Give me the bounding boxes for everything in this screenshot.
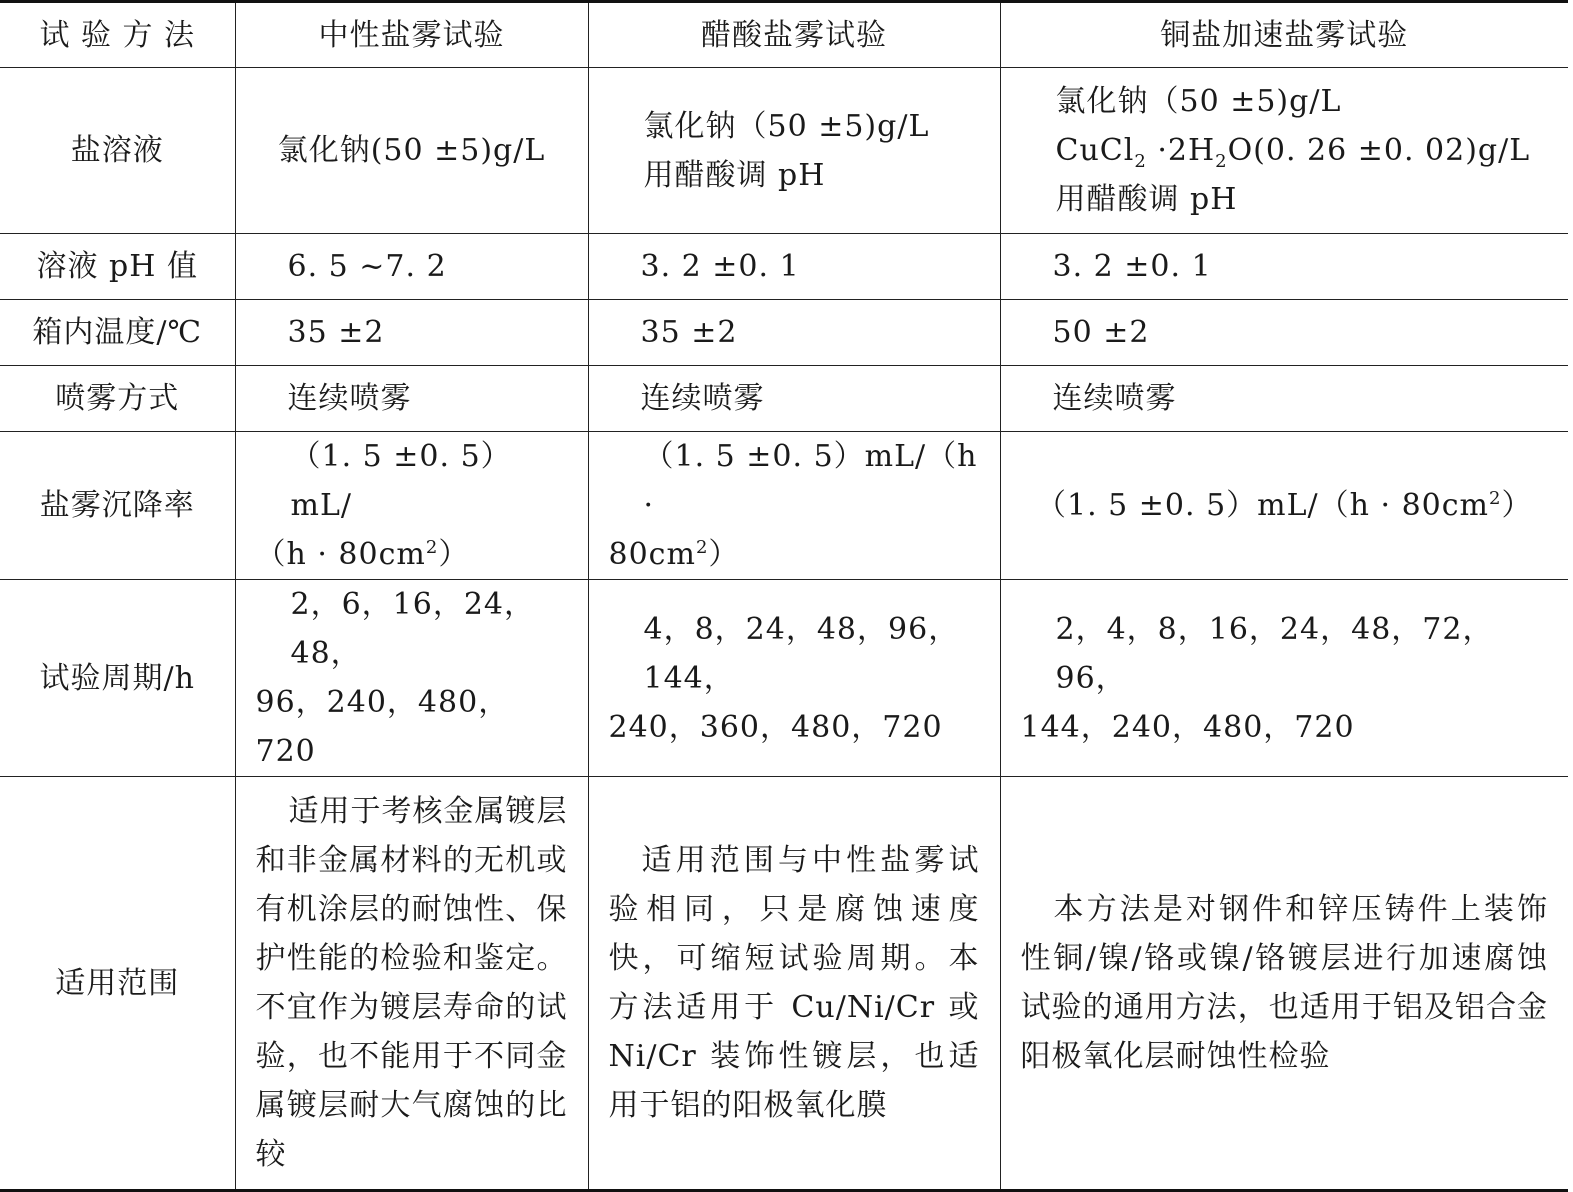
cell-acetic-period bbox=[588, 580, 1000, 777]
cell-neutral-temperature: 35 ±2 bbox=[235, 300, 588, 366]
acetic-rate-superscript: 2 bbox=[695, 537, 709, 558]
cell-neutral-settling-rate bbox=[235, 432, 588, 580]
cell-copper-scope bbox=[1000, 777, 1568, 1191]
cell-acetic-salt-solution bbox=[588, 68, 1000, 234]
neutral-rate-text: （h · 80cm bbox=[255, 537, 426, 572]
copper-period-line2: 144，240，480，720 bbox=[1020, 709, 1355, 745]
cell-acetic-scope bbox=[588, 777, 1000, 1191]
row-label-test-period: 试验周期/h bbox=[0, 580, 235, 777]
table-row-spray-mode bbox=[0, 366, 1568, 432]
copper-rate-superscript: 2 bbox=[1489, 488, 1502, 509]
neutral-period-line1: 2，6，16，24，48， bbox=[290, 587, 536, 671]
cell-acetic-settling-rate bbox=[588, 432, 1000, 580]
header-acetic-salt-spray: 醋酸盐雾试验 bbox=[588, 2, 1000, 68]
header-neutral-salt-spray: 中性盐雾试验 bbox=[235, 2, 588, 68]
copper-solution-line3: 用醋酸调 pH bbox=[1055, 182, 1238, 217]
neutral-rate-line1: （1. 5 ±0. 5）mL/ bbox=[290, 439, 512, 523]
cell-neutral-salt-solution: 氯化钠(50 ±5)g/L bbox=[235, 68, 588, 234]
row-label-temperature: 箱内温度/℃ bbox=[0, 300, 235, 366]
neutral-rate-close: ） bbox=[438, 537, 470, 572]
table-row-salt-solution bbox=[0, 68, 1568, 234]
cell-neutral-ph: 6. 5 ~7. 2 bbox=[235, 234, 588, 300]
copper-h2o-subscript: 2 bbox=[1215, 151, 1228, 172]
neutral-rate-superscript: 2 bbox=[425, 537, 439, 558]
acetic-rate-text: 80cm bbox=[608, 537, 696, 572]
table-row-ph bbox=[0, 234, 1568, 300]
table-row-settling-rate bbox=[0, 432, 1568, 580]
acetic-rate-close: ） bbox=[708, 537, 740, 572]
cell-acetic-ph: 3. 2 ±0. 1 bbox=[588, 234, 1000, 300]
acetic-period-line2: 240，360，480，720 bbox=[608, 709, 943, 745]
copper-scope-text: 本方法是对钢件和锌压铸件上装饰性铜/镍/铬或镍/铬镀层进行加速腐蚀试验的通用方法，也适用于铝及铝合金阳极氧化层耐蚀性检验 bbox=[1020, 892, 1548, 1074]
acetic-period-line1: 4，8，24，48，96，144， bbox=[643, 611, 960, 696]
cell-neutral-spray-mode: 连续喷雾 bbox=[235, 366, 588, 432]
row-label-settling-rate: 盐雾沉降率 bbox=[0, 432, 235, 580]
acetic-rate-line1: （1. 5 ±0. 5）mL/（h · bbox=[643, 439, 978, 523]
row-label-spray-mode: 喷雾方式 bbox=[0, 366, 235, 432]
neutral-scope-text: 适用于考核金属镀层和非金属材料的无机或有机涂层的耐蚀性、保护性能的检验和鉴定。不宜作为镀层寿命的试验，也不能用于不同金属镀层耐大气腐蚀的比较 bbox=[255, 794, 568, 1172]
cell-neutral-scope bbox=[235, 777, 588, 1191]
cell-acetic-spray-mode: 连续喷雾 bbox=[588, 366, 1000, 432]
cell-neutral-period bbox=[235, 580, 588, 777]
header-test-method: 试 验 方 法 bbox=[0, 2, 235, 68]
header-row bbox=[0, 2, 1568, 68]
copper-period-line1: 2，4，8，16，24，48，72，96， bbox=[1055, 611, 1494, 696]
table-row-test-period bbox=[0, 580, 1568, 777]
copper-rate-text: （1. 5 ±0. 5）mL/（h · 80cm bbox=[1036, 488, 1490, 523]
copper-solution-line1: 氯化钠（50 ±5)g/L bbox=[1055, 84, 1342, 119]
copper-h2o-text: ·2H bbox=[1146, 133, 1216, 168]
cell-copper-salt-solution bbox=[1000, 68, 1568, 234]
cell-copper-ph: 3. 2 ±0. 1 bbox=[1000, 234, 1568, 300]
cell-acetic-temperature: 35 ±2 bbox=[588, 300, 1000, 366]
acetic-solution-line2: 用醋酸调 pH bbox=[643, 157, 826, 193]
table-row-scope bbox=[0, 777, 1568, 1191]
cell-copper-temperature: 50 ±2 bbox=[1000, 300, 1568, 366]
neutral-rate-line2 bbox=[256, 530, 568, 579]
cell-copper-period bbox=[1000, 580, 1568, 777]
row-label-salt-solution: 盐溶液 bbox=[0, 68, 235, 234]
header-copper-accelerated: 铜盐加速盐雾试验 bbox=[1000, 2, 1568, 68]
acetic-solution-line1: 氯化钠（50 ±5)g/L bbox=[643, 108, 930, 144]
cell-copper-spray-mode: 连续喷雾 bbox=[1000, 366, 1568, 432]
neutral-period-line2: 96，240，480，720 bbox=[255, 685, 510, 769]
acetic-scope-text: 适用范围与中性盐雾试验相同，只是腐蚀速度快，可缩短试验周期。本方法适用于 Cu/Ni/Cr 或 Ni/Cr 装饰性镀层，也适用于铝的阳极氧化膜 bbox=[608, 843, 980, 1123]
table-row-temperature bbox=[0, 300, 1568, 366]
row-label-ph: 溶液 pH 值 bbox=[0, 234, 235, 300]
copper-rate-close: ） bbox=[1501, 488, 1533, 523]
copper-cucl-subscript: 2 bbox=[1134, 151, 1147, 172]
cell-copper-settling-rate bbox=[1000, 432, 1568, 580]
copper-concentration-text: O(0. 26 ±0. 02)g/L bbox=[1227, 133, 1531, 168]
acetic-rate-line2 bbox=[609, 530, 980, 579]
row-label-scope: 适用范围 bbox=[0, 777, 235, 1191]
copper-solution-line2 bbox=[1056, 126, 1549, 175]
copper-cucl-text: CuCl bbox=[1055, 133, 1135, 168]
